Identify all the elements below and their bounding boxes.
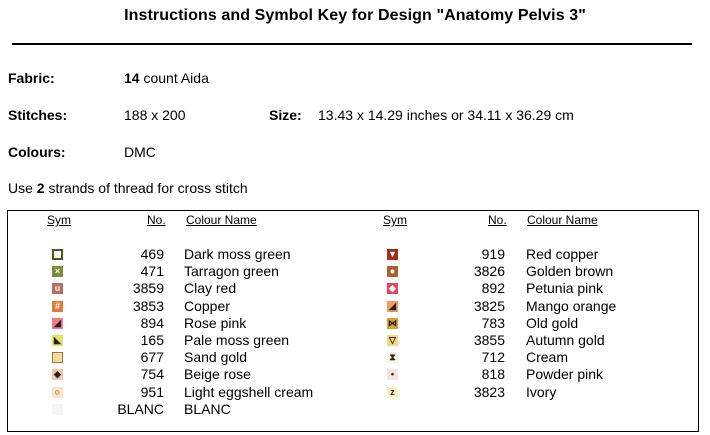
stitches-value: 188 x 200 <box>124 107 186 123</box>
left-dmc-number: 3853 <box>132 297 164 314</box>
instruction-post: strands of thread for cross stitch <box>44 180 248 196</box>
fabric-label: Fabric: <box>8 70 55 86</box>
left-symbol-icon <box>52 352 63 363</box>
left-symbol-icon: ○ <box>52 387 63 398</box>
right-symbol-icon: ● <box>387 266 398 277</box>
right-symbol-icon: ⧗ <box>387 352 398 363</box>
left-dmc-number: 754 <box>140 366 164 383</box>
right-dmc-number: 3825 <box>473 297 505 314</box>
right-dmc-number: 712 <box>481 349 505 366</box>
fabric-count: 14 <box>124 70 140 86</box>
stitches-label: Stitches: <box>8 107 68 123</box>
right-symbol-icon: ◆ <box>387 283 398 294</box>
left-symbol-icon: u <box>52 283 63 294</box>
fabric-type: count Aida <box>139 70 209 86</box>
left-no-header: No. <box>147 213 166 227</box>
left-dmc-number: 951 <box>140 383 164 400</box>
left-symbol-icon: ◣ <box>52 335 63 346</box>
right-colour-name: Golden brown <box>526 263 614 280</box>
instruction-pre: Use <box>8 180 37 196</box>
right-symbol-icon: ▽ <box>387 335 398 346</box>
right-dmc-number: 818 <box>481 366 505 383</box>
right-colour-name: Red copper <box>526 246 599 262</box>
size-value: 13.43 x 14.29 inches or 34.11 x 36.29 cm <box>318 107 574 123</box>
left-colour-name: Copper <box>184 297 230 314</box>
left-symbol-icon <box>52 404 63 415</box>
right-colour-name: Ivory <box>526 383 557 400</box>
left-dmc-number: 471 <box>140 263 164 280</box>
colours-label: Colours: <box>8 144 66 160</box>
right-colour-name: Old gold <box>526 314 579 331</box>
right-no-header: No. <box>488 213 507 227</box>
right-symbol-icon: • <box>387 369 398 380</box>
right-dmc-number: 3855 <box>473 332 505 348</box>
left-colour-name: BLANC <box>184 400 231 417</box>
size-label: Size: <box>269 107 302 123</box>
left-symbol-icon: × <box>52 266 63 277</box>
left-name-header: Colour Name <box>186 213 257 227</box>
page-title: Instructions and Symbol Key for Design "Anatomy Pelvis 3" <box>124 7 586 24</box>
right-colour-name: Cream <box>526 349 569 366</box>
right-symbol-icon: ⋈ <box>388 317 397 328</box>
right-symbol-icon: ◢ <box>387 301 398 312</box>
right-dmc-number: 892 <box>481 280 505 297</box>
left-dmc-number: BLANC <box>117 400 164 417</box>
title-divider <box>12 43 692 45</box>
left-colour-name: Tarragon green <box>184 263 279 280</box>
strand-count: 2 <box>36 180 45 196</box>
fabric-value <box>124 70 209 86</box>
right-symbol-icon: z <box>387 387 398 398</box>
right-dmc-number: 3823 <box>473 383 505 400</box>
left-colour-name: Pale moss green <box>184 332 290 348</box>
left-symbol-icon: # <box>52 301 63 312</box>
left-dmc-number: 677 <box>140 349 164 366</box>
left-symbol-icon <box>52 249 63 260</box>
right-name-header: Colour Name <box>527 213 598 227</box>
left-colour-name: Rose pink <box>184 314 247 331</box>
right-dmc-number: 919 <box>481 246 505 262</box>
left-colour-name: Light eggshell cream <box>184 383 314 400</box>
right-sym-header: Sym <box>383 213 407 227</box>
left-colour-name: Beige rose <box>184 366 251 383</box>
left-dmc-number: 3859 <box>132 280 164 297</box>
left-symbol-icon: ◆ <box>52 369 63 380</box>
right-colour-name: Petunia pink <box>526 280 604 297</box>
left-symbol-icon: ◢ <box>52 318 63 329</box>
instruction-text <box>8 180 248 196</box>
right-colour-name: Autumn gold <box>526 332 605 348</box>
right-dmc-number: 3826 <box>473 263 505 280</box>
left-colour-name: Clay red <box>184 280 237 297</box>
colours-value: DMC <box>124 144 156 160</box>
right-colour-name: Powder pink <box>526 366 604 383</box>
left-dmc-number: 894 <box>140 314 164 331</box>
right-colour-name: Mango orange <box>526 297 617 314</box>
right-dmc-number: 783 <box>481 314 505 331</box>
left-colour-name: Sand gold <box>184 349 248 366</box>
left-dmc-number: 165 <box>140 332 164 348</box>
left-colour-name: Dark moss green <box>184 246 291 262</box>
left-dmc-number: 469 <box>140 246 164 262</box>
left-sym-header: Sym <box>47 213 71 227</box>
right-symbol-icon: ▼ <box>388 249 397 259</box>
